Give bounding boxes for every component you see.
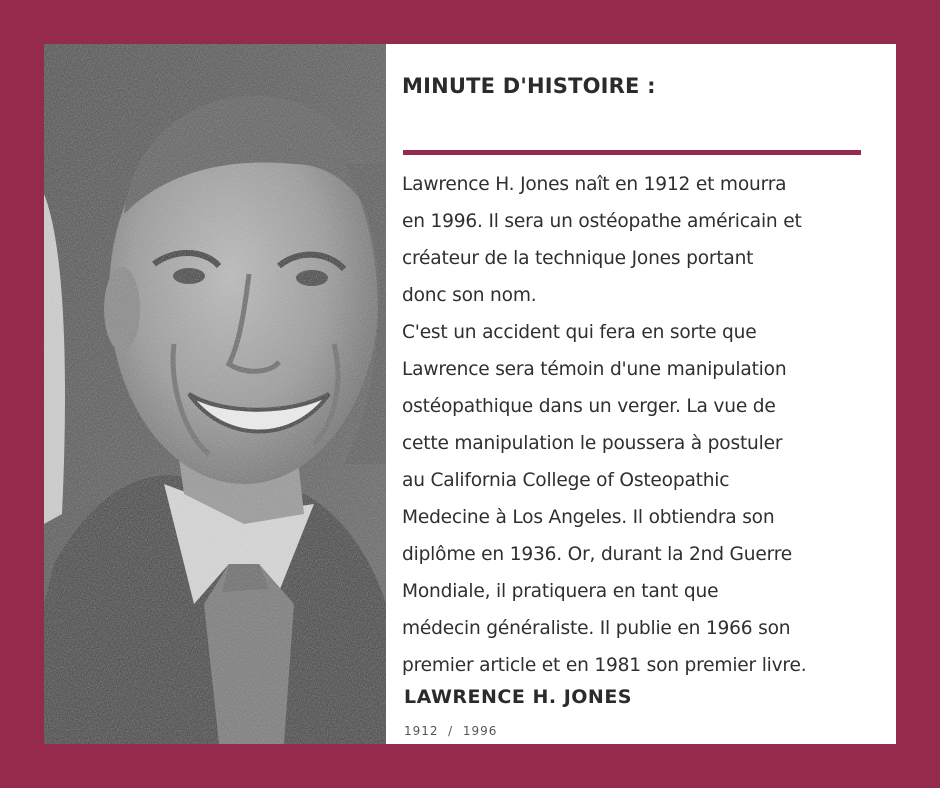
person-name: LAWRENCE H. JONES <box>404 686 632 708</box>
portrait-photo <box>44 44 386 744</box>
bio-line: ostéopathique dans un verger. La vue de <box>402 396 776 417</box>
bio-line: en 1996. Il sera un ostéopathe américain et <box>402 211 802 232</box>
text-panel <box>402 44 884 744</box>
bio-line: cette manipulation le poussera à postuler <box>402 433 783 454</box>
bio-line: Lawrence sera témoin d'une manipulation <box>402 359 787 380</box>
section-title: MINUTE D'HISTOIRE : <box>402 74 656 98</box>
bio-line: au California College of Osteopathic <box>402 470 730 491</box>
bio-line: premier article et en 1981 son premier livre. <box>402 655 807 676</box>
bio-line: C'est un accident qui fera en sorte que <box>402 322 757 343</box>
bio-line: créateur de la technique Jones portant <box>402 248 754 269</box>
bio-line: Medecine à Los Angeles. Il obtiendra son <box>402 507 775 528</box>
bio-line: Mondiale, il pratiquera en tant que <box>402 581 719 602</box>
bio-line: donc son nom. <box>402 285 537 306</box>
bio-line: diplôme en 1936. Or, durant la 2nd Guerre <box>402 544 792 565</box>
accent-divider <box>403 150 861 155</box>
bio-line: Lawrence H. Jones naît en 1912 et mourra <box>402 174 787 195</box>
bio-line: médecin généraliste. Il publie en 1966 son <box>402 618 791 639</box>
history-card <box>44 44 896 744</box>
biography-text <box>402 166 884 684</box>
life-dates: 1912 / 1996 <box>404 724 498 738</box>
